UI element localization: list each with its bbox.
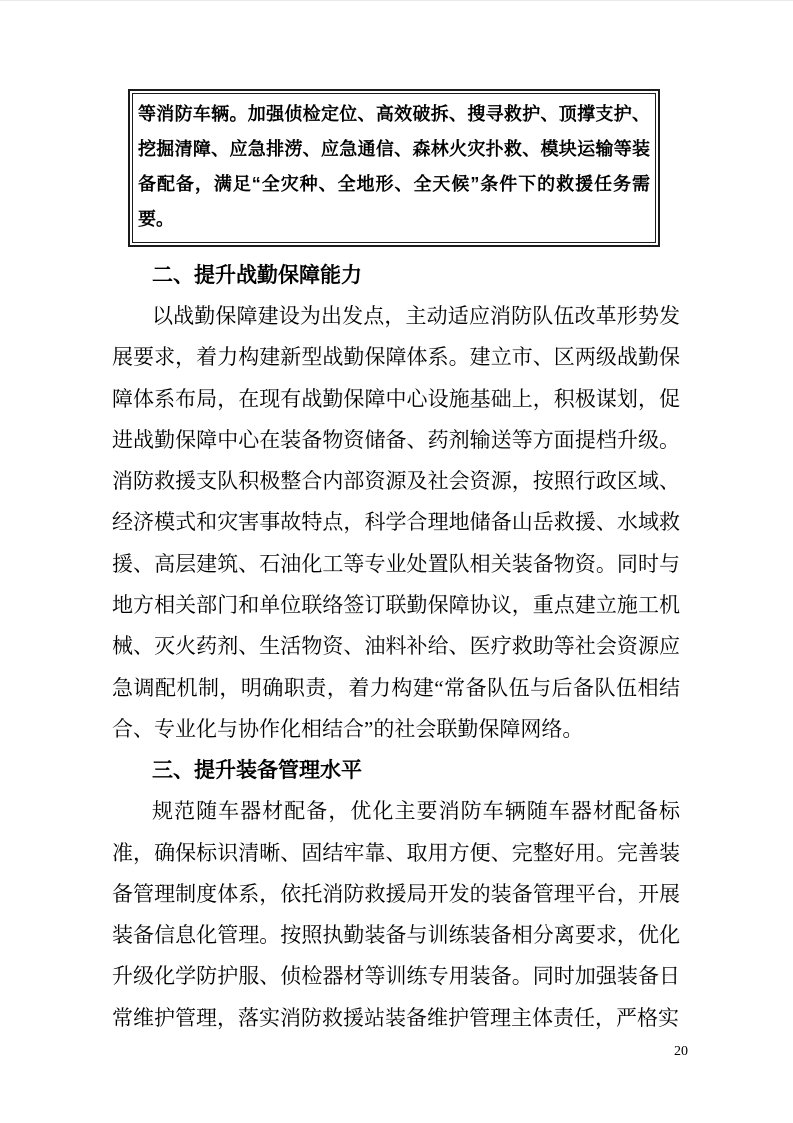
page-content — [112, 89, 680, 1039]
page-number: 20 — [674, 1044, 688, 1059]
section-heading-2: 二、提升战勤保障能力 — [152, 264, 362, 287]
callout-text: 等消防车辆。加强侦检定位、高效破拆、搜寻救护、顶撑支护、挖掘清障、应急排涝、应急通信、森林火灾扑救、模块运输等装备配备，满足“全灾种、全地形、全天候”条件下的救援任务需要。 — [138, 104, 650, 229]
callout-box — [132, 93, 656, 243]
section-heading-3: 三、提升装备管理水平 — [152, 759, 362, 783]
section-body-3: 规范随车器材配备，优化主要消防车辆随车器材配备标准，确保标识清晰、固结牢靠、取用方便、完整好用。完善装备管理制度体系，依托消防救援局开发的装备管理平台，开展装备信息化管理。按照执勤装备与训练装备相分离要求，优化升级化学防护服、侦检器材等训练专用装备。同时加强装备日常维护管理，落实消防救援站装备维护管理主体责任，严格实 — [112, 799, 680, 1030]
section-body-2: 以战勤保障建设为出发点，主动适应消防队伍改革形势发展要求，着力构建新型战勤保障体系。建立市、区两级战勤保障体系布局，在现有战勤保障中心设施基础上，积极谋划，促进战勤保障中心在装备物资储备、药剂输送等方面提档升级。消防救援支队积极整合内部资源及社会资源，按照行政区域、经济模式和灾害事故特点，科学合理地储备山岳救援、水域救援、高层建筑、石油化工等专业处置队相关装备物资。同时与地方相关部门和单位联络签订联勤保障协议，重点建立施工机械、灭火药剂、生活物资、油料补给、医疗救助等社会资源应急调配机制，明确职责，着力构建“常备队伍与后备队伍相结合、专业化与协作化相结合”的社会联勤保障网络。 — [112, 304, 680, 741]
